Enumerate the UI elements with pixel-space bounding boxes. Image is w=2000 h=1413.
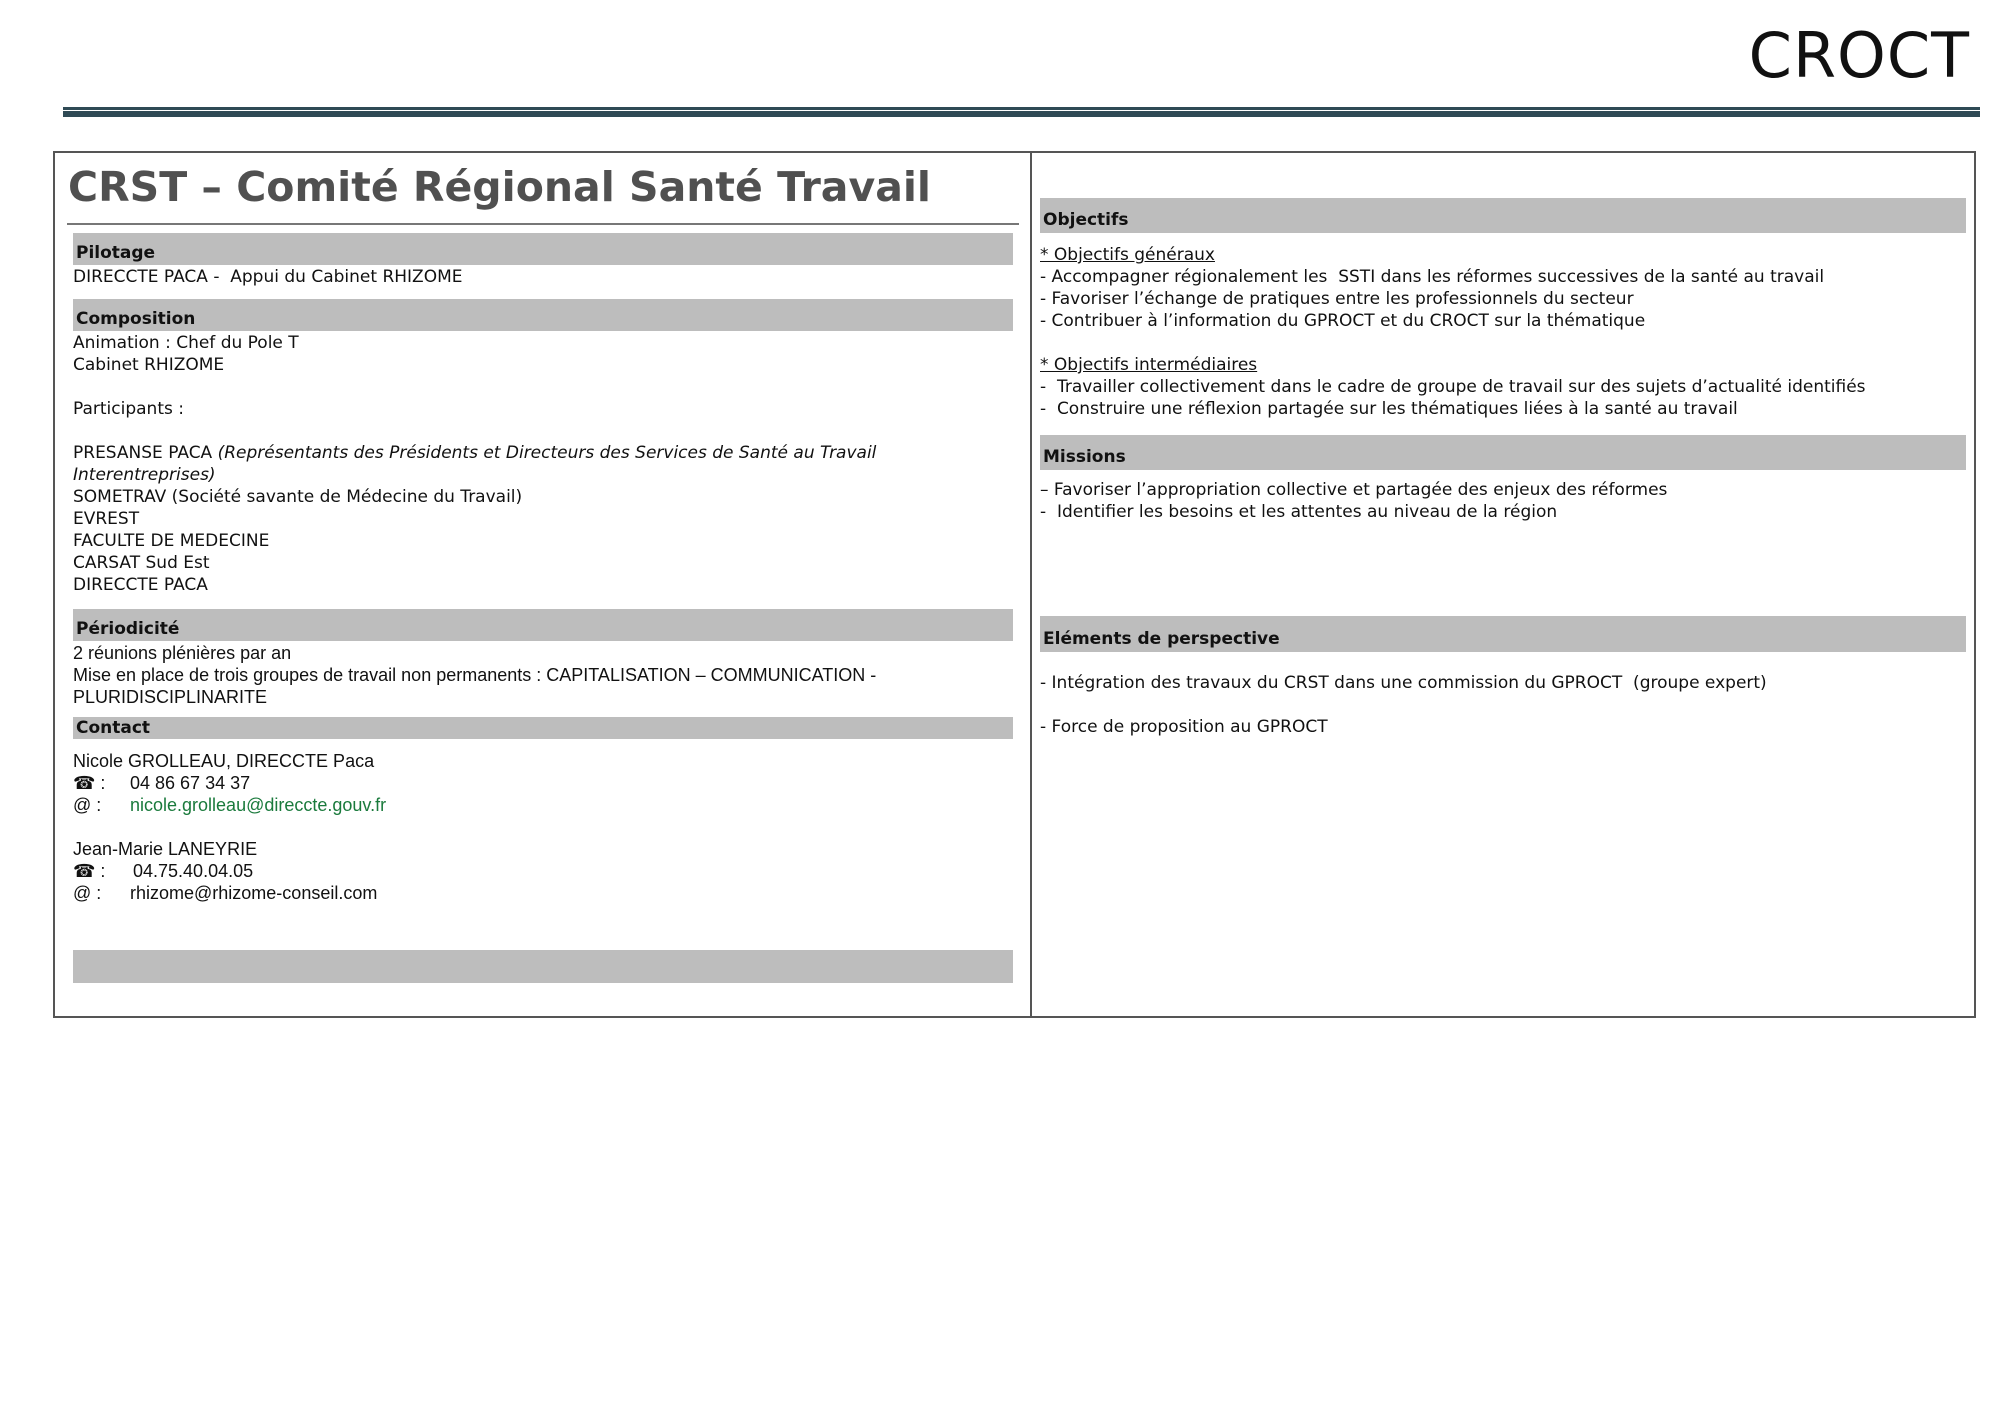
title-divider — [67, 223, 1019, 225]
contact-heading: Contact — [73, 717, 1013, 739]
presanse-line — [73, 442, 1013, 464]
perspective-content — [1040, 672, 1966, 738]
contact-phone: 04 86 67 34 37 — [130, 773, 251, 794]
left-panel — [53, 151, 1033, 1018]
contact-email-row — [73, 794, 1013, 816]
mission-item: – Favoriser l’appropriation collective et partagée des enjeux des réformes — [1040, 480, 1668, 500]
member-item: FACULTE DE MEDECINE — [73, 531, 270, 552]
contact-phone-row — [73, 772, 1013, 794]
objectif-item: - Favoriser l’échange de pratiques entre les professionnels du secteur — [1040, 289, 1634, 309]
contact-name: Nicole GROLLEAU, DIRECCTE Paca — [73, 751, 375, 772]
email-icon: @ : — [73, 883, 102, 904]
member-item: CARSAT Sud Est — [73, 553, 210, 574]
right-panel — [1030, 151, 1976, 1018]
missions-heading: Missions — [1040, 435, 1966, 470]
mission-item: - Identifier les besoins et les attentes au niveau de la région — [1040, 502, 1558, 522]
email-icon: @ : — [73, 795, 102, 816]
presanse-note-cont: Interentreprises) — [73, 465, 216, 486]
missions-content — [1040, 479, 1966, 523]
presanse-name: PRESANSE PACA — [73, 443, 218, 464]
composition-content — [73, 332, 1013, 596]
member-item: EVREST — [73, 509, 140, 530]
perspective-item: - Force de proposition au GPROCT — [1040, 717, 1328, 737]
participants-label: Participants : — [73, 399, 184, 420]
cabinet-line: Cabinet RHIZOME — [73, 355, 225, 376]
objectifs-heading: Objectifs — [1040, 198, 1966, 233]
header-rule — [63, 107, 1980, 110]
contact-email: rhizome@rhizome-conseil.com — [130, 883, 378, 904]
objectif-item: - Accompagner régionalement les SSTI dans les réformes successives de la santé au travail — [1040, 267, 1825, 287]
perspective-heading: Eléments de perspective — [1040, 616, 1966, 652]
objectif-item: - Construire une réflexion partagée sur les thématiques liées à la santé au travail — [1040, 399, 1738, 419]
objectif-item: - Travailler collectivement dans le cadre de groupe de travail sur des sujets d’actualité identifiés — [1040, 377, 1866, 397]
contact-phone: 04.75.40.04.05 — [133, 861, 254, 882]
perspective-item: - Intégration des travaux du CRST dans une commission du GPROCT (groupe expert) — [1040, 673, 1767, 693]
phone-icon: ☎ : — [73, 861, 106, 882]
document-title: CRST – Comité Régional Santé Travail — [68, 163, 931, 211]
member-item: SOMETRAV (Société savante de Médecine du Travail) — [73, 487, 523, 508]
periodicite-line: 2 réunions plénières par an — [73, 643, 292, 664]
presanse-note: (Représentants des Présidents et Directeurs des Services de Santé au Travail — [217, 443, 877, 464]
contact-phone-row — [73, 860, 1013, 882]
contact-name: Jean-Marie LANEYRIE — [73, 839, 258, 860]
objectifs-intermediaires-title: * Objectifs intermédiaires — [1040, 355, 1258, 375]
contact-email-link[interactable]: nicole.grolleau@direccte.gouv.fr — [130, 795, 387, 816]
objectifs-generaux-title: * Objectifs généraux — [1040, 245, 1215, 265]
member-item: DIRECCTE PACA — [73, 575, 208, 596]
objectif-item: - Contribuer à l’information du GPROCT et du CROCT sur la thématique — [1040, 311, 1646, 331]
objectifs-content — [1040, 244, 1966, 420]
header-rule-thick — [63, 111, 1980, 117]
periodicite-line: PLURIDISCIPLINARITE — [73, 687, 268, 708]
periodicite-heading: Périodicité — [73, 609, 1013, 641]
phone-icon: ☎ : — [73, 773, 106, 794]
composition-heading: Composition — [73, 299, 1013, 331]
periodicite-line: Mise en place de trois groupes de travail non permanents : CAPITALISATION – COMMUNICATION - — [73, 665, 877, 686]
empty-footer-bar — [73, 950, 1013, 983]
periodicite-content — [73, 642, 1013, 708]
animation-line: Animation : Chef du Pole T — [73, 333, 299, 354]
contact-email-row — [73, 882, 1013, 904]
contact-content — [73, 750, 1013, 904]
brand-title: CROCT — [1748, 19, 1970, 92]
pilotage-text: DIRECCTE PACA - Appui du Cabinet RHIZOME — [73, 267, 463, 288]
pilotage-heading: Pilotage — [73, 233, 1013, 265]
